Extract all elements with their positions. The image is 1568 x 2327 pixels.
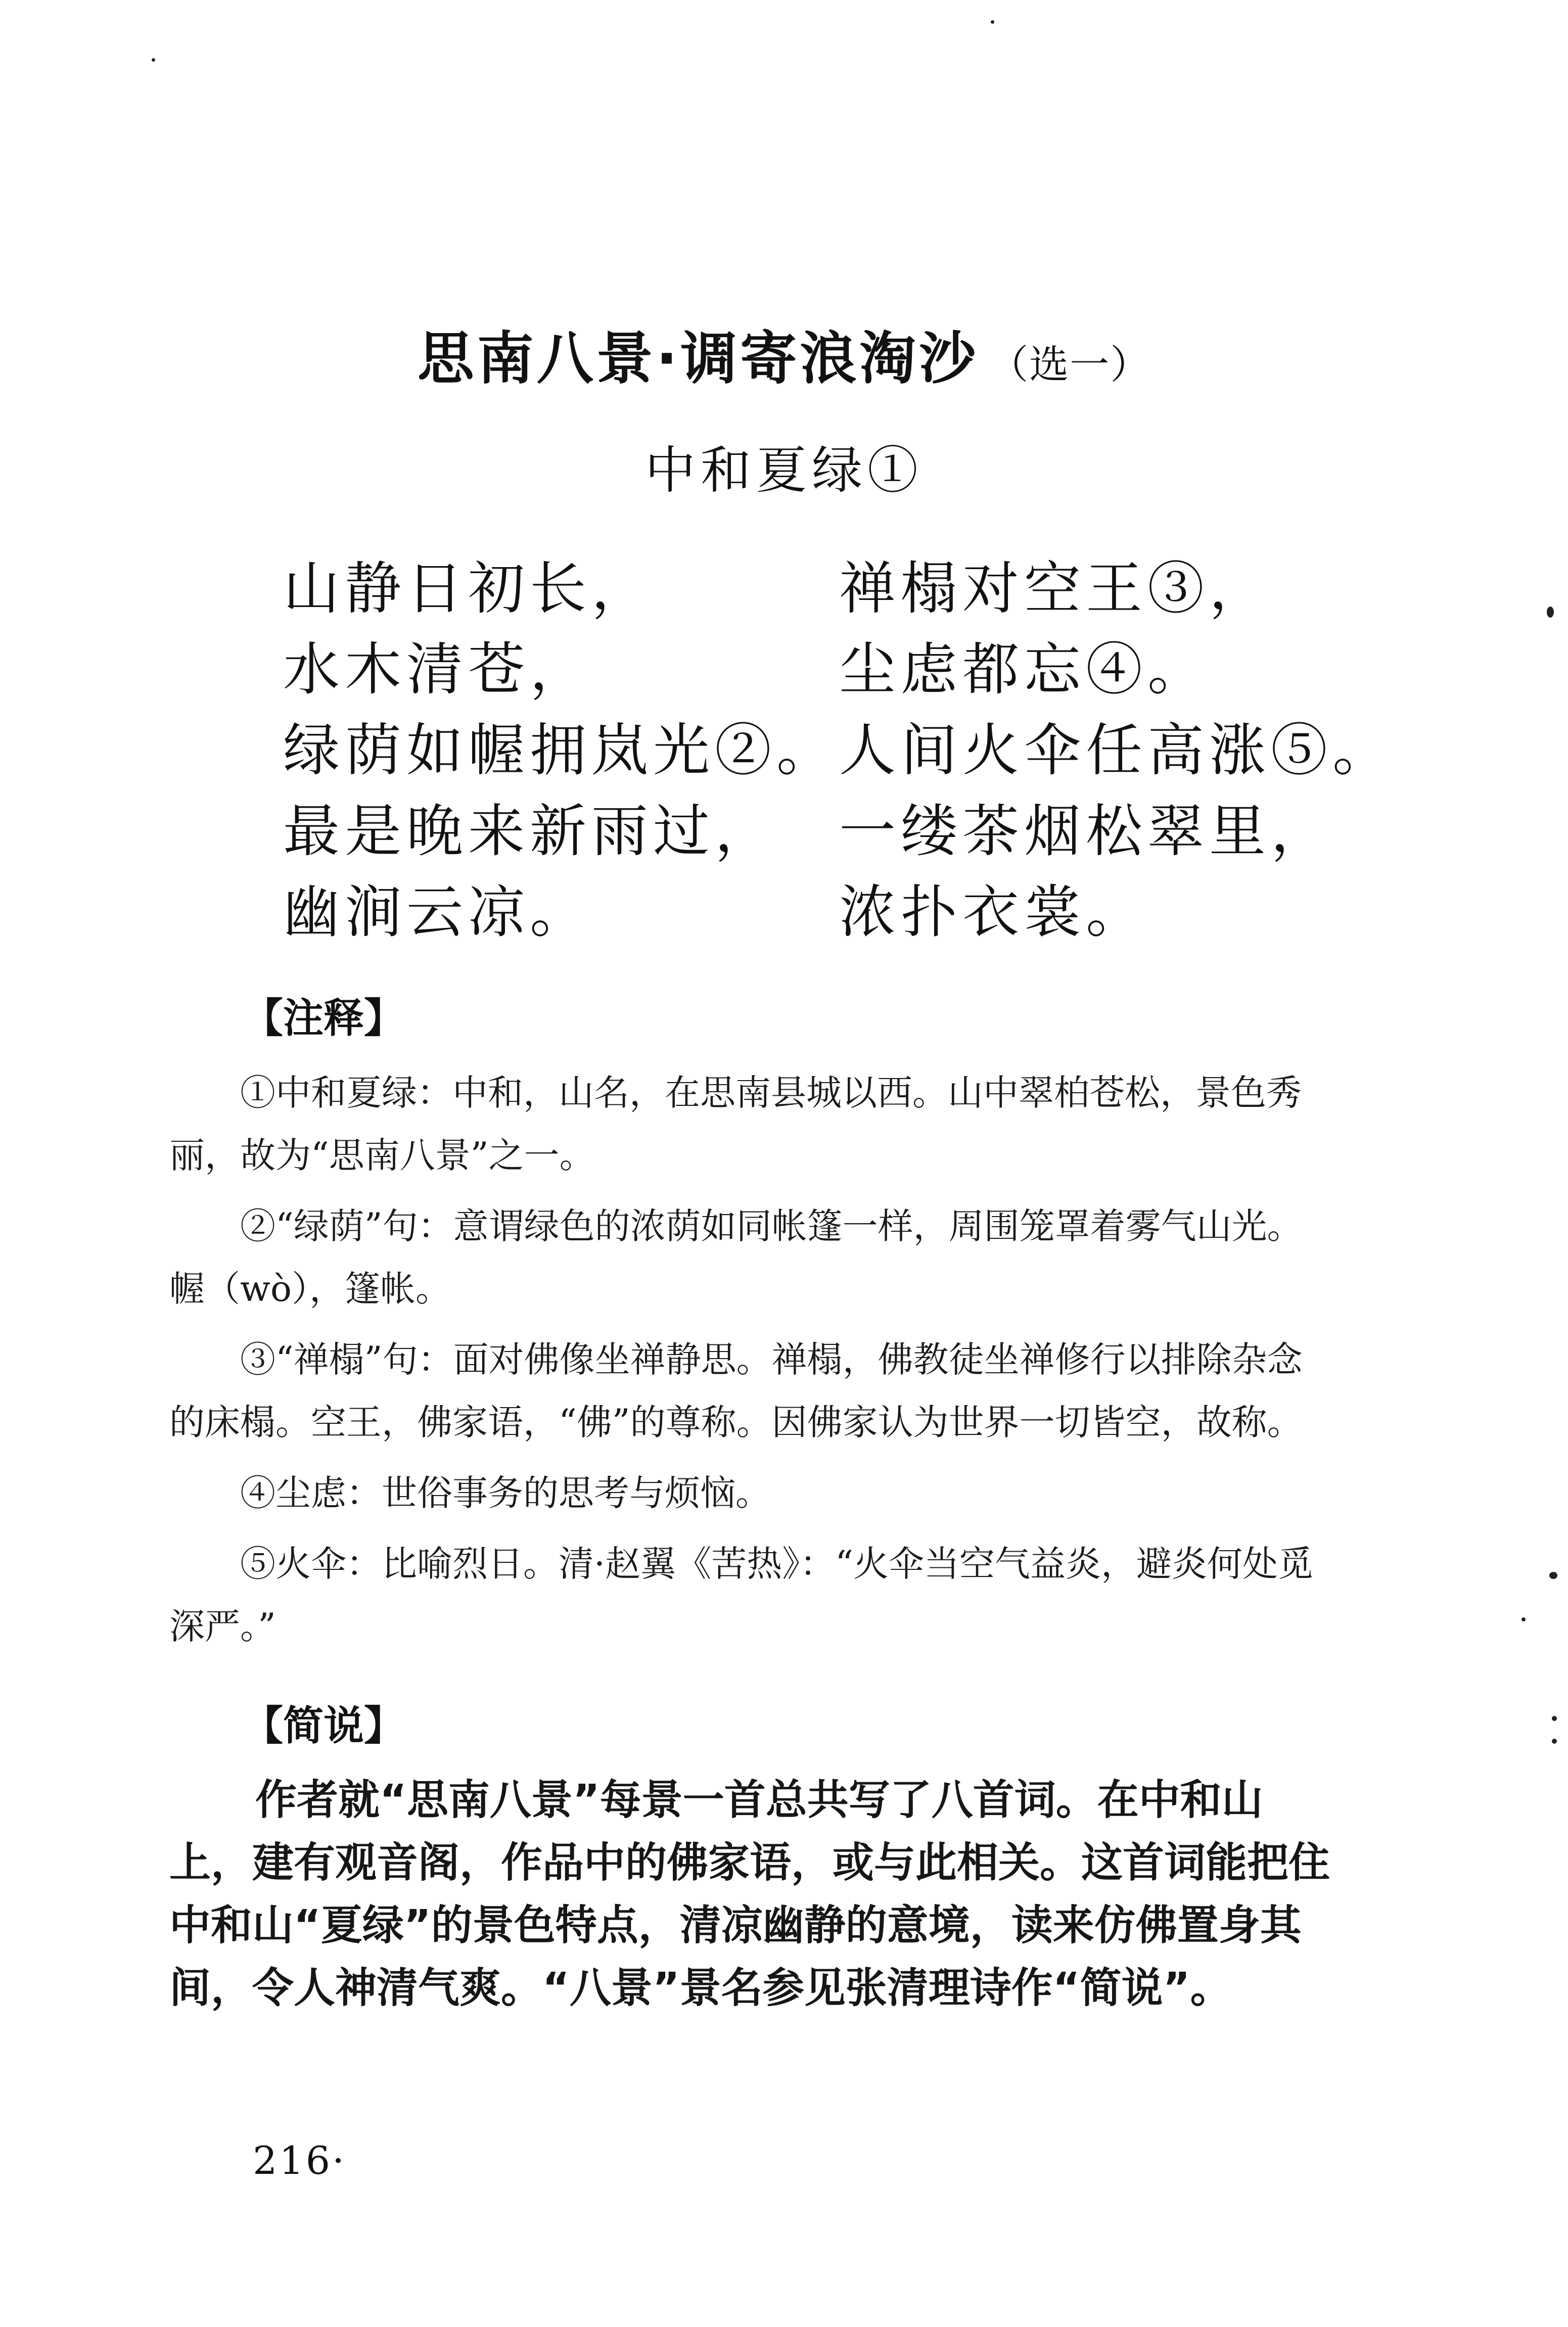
page-number: 216·	[253, 2138, 347, 2183]
poem-line: 人间火伞任高涨⑤。	[839, 718, 1394, 783]
poem-line: 尘虑都忘④。	[839, 637, 1209, 703]
brief-paragraph: 作者就“思南八景”每景一首总共写了八首词。在中和山上，建有观音阁，作品中的佛家语，或与此相关。这首词能把住中和山“夏绿”的景色特点，清凉幽静的意境，读来仿佛置身其间，令人神清气爽。“八景”景名参见张清理诗作“简说”。	[169, 1776, 1330, 2012]
page-title	[0, 313, 1568, 395]
poem-line: 幽涧云凉。	[283, 879, 591, 945]
note-item: ⑤火伞：比喻烈日。清·赵翼《苦热》：“火伞当空气益炎，避炎何处觅深严。”	[169, 1543, 1314, 1647]
note-item: ①中和夏绿：中和，山名，在思南县城以西。山中翠柏苍松，景色秀丽，故为“思南八景”之一。	[169, 1072, 1302, 1176]
scan-speck	[1552, 1716, 1557, 1721]
notes-list	[169, 1061, 1332, 1666]
note-item: ④尘虑：世俗事务的思考与烦恼。	[240, 1472, 771, 1514]
brief-heading: 【简说】	[243, 1702, 404, 1749]
poem-line: 水木清苍，	[283, 637, 591, 703]
note-item: ②“绿荫”句：意谓绿色的浓荫如同帐篷一样，周围笼罩着雾气山光。幄（wò），篷帐。	[169, 1205, 1303, 1310]
poem-line: 一缕茶烟松翠里，	[839, 799, 1332, 864]
title-sub: （选一）	[989, 342, 1151, 388]
poem-line: 浓扑衣裳。	[839, 879, 1147, 945]
scan-speck	[152, 58, 155, 62]
scan-speck	[1549, 1572, 1557, 1579]
poem-line: 绿荫如幄拥岚光②。	[283, 718, 838, 783]
scan-speck	[1552, 1739, 1557, 1744]
poem-subtitle: 中和夏绿①	[645, 441, 923, 500]
scan-speck	[991, 20, 994, 24]
poem-right-column	[839, 548, 1394, 953]
scan-speck	[1547, 607, 1554, 618]
title-main: 思南八景·调寄浪淘沙	[417, 326, 979, 392]
poem-left-column	[283, 548, 838, 953]
note-item: ③“禅榻”句：面对佛像坐禅静思。禅榻，佛教徒坐禅修行以排除杂念的床榻。空王，佛家语，“佛”的尊称。因佛家认为世界一切皆空，故称。	[169, 1339, 1303, 1443]
poem-line: 最是晚来新雨过，	[283, 799, 776, 864]
poem-line: 山静日初长，	[283, 556, 653, 622]
poem-line: 禅榻对空王③，	[839, 556, 1271, 622]
notes-heading: 【注释】	[243, 995, 404, 1042]
scan-speck	[1521, 1617, 1526, 1621]
